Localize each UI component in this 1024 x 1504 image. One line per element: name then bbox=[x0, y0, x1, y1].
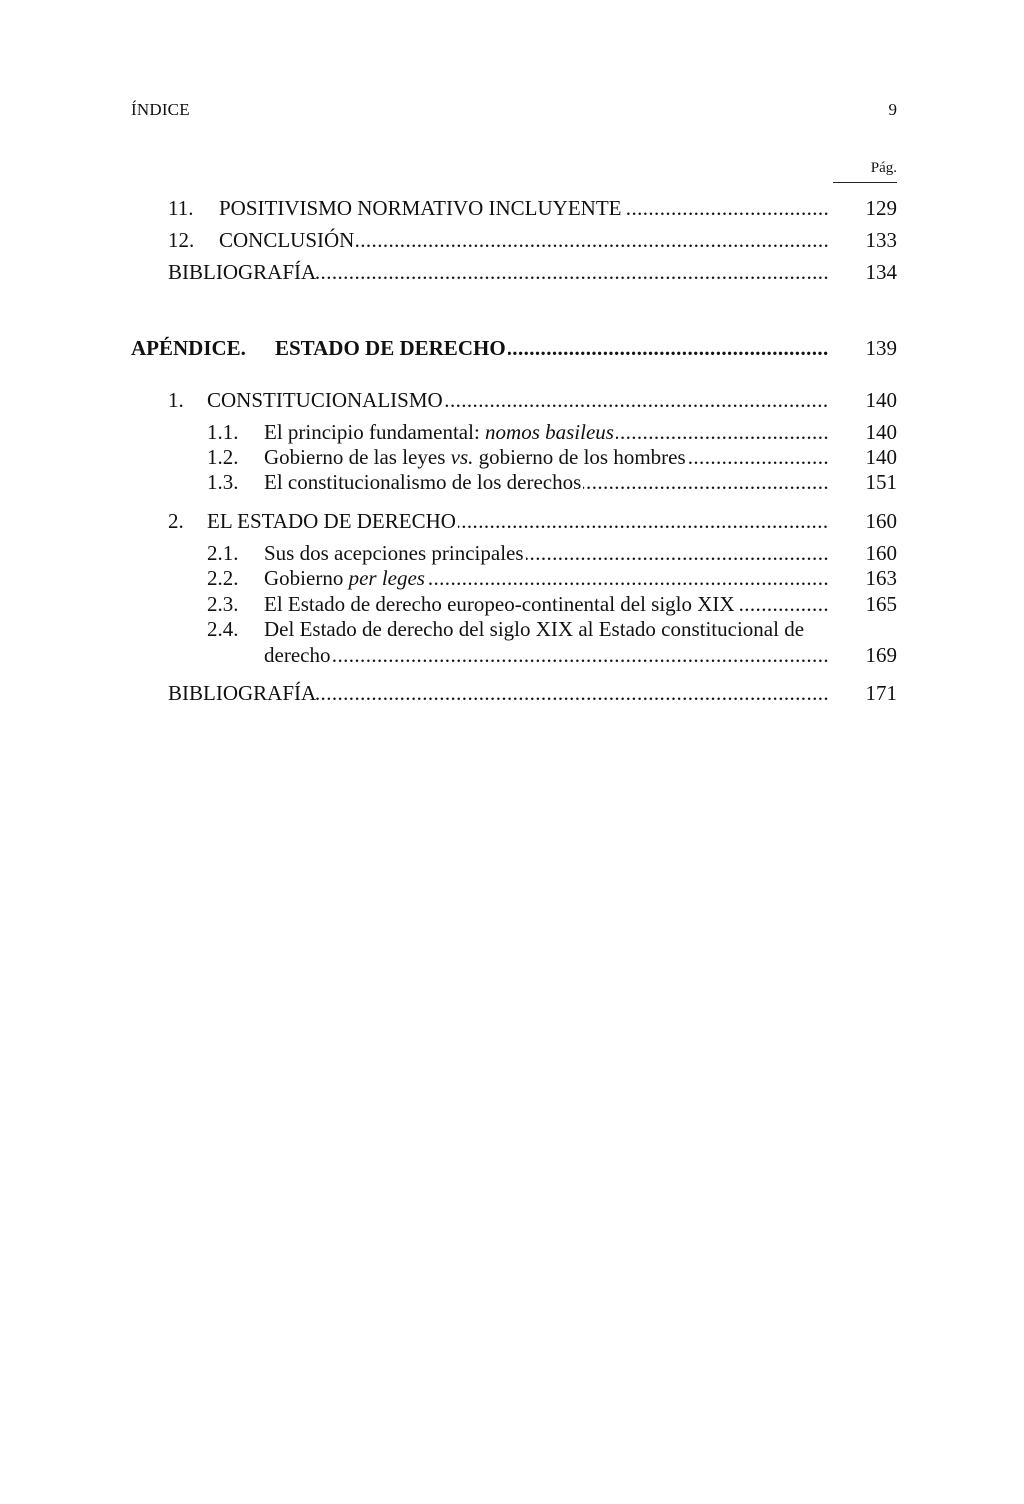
toc-page: 160 bbox=[865, 509, 897, 533]
toc-entry bbox=[207, 540, 897, 566]
toc-number: APÉNDICE. bbox=[131, 336, 246, 360]
toc-entry bbox=[207, 444, 897, 470]
toc-title: CONSTITUCIONALISMO bbox=[207, 388, 443, 412]
toc-title: CONCLUSIÓN bbox=[219, 228, 355, 252]
toc-title: El constitucionalismo de los derechos bbox=[264, 470, 582, 494]
toc-number: 2. bbox=[168, 509, 184, 533]
toc-page: 171 bbox=[865, 681, 897, 705]
page-number: 9 bbox=[888, 100, 897, 119]
toc-number: 2.3. bbox=[207, 592, 239, 616]
toc-page: 129 bbox=[865, 196, 897, 220]
toc-number: 12. bbox=[168, 228, 195, 252]
toc-entry bbox=[207, 565, 897, 591]
toc-page: 151 bbox=[865, 470, 897, 494]
toc-title: El principio fundamental: nomos basileus bbox=[264, 420, 614, 444]
toc-title: Sus dos acepciones principales bbox=[264, 541, 524, 565]
running-head bbox=[131, 99, 897, 121]
page-column-label: Pág. bbox=[870, 160, 897, 176]
toc-title: EL ESTADO DE DERECHO bbox=[207, 509, 456, 533]
toc-number: 2.1. bbox=[207, 541, 239, 565]
toc-entry bbox=[168, 195, 897, 221]
toc-title: BIBLIOGRAFÍA bbox=[168, 260, 317, 284]
toc-entry bbox=[168, 508, 897, 534]
toc-entry bbox=[207, 591, 897, 617]
toc-page: 134 bbox=[865, 260, 897, 284]
toc-title: Gobierno de las leyes vs. gobierno de los hombres bbox=[264, 445, 686, 469]
toc-page: 165 bbox=[865, 592, 897, 616]
toc-number: 1.3. bbox=[207, 470, 239, 494]
toc-number: 2.4. bbox=[207, 617, 239, 641]
column-rule bbox=[833, 182, 897, 183]
toc-entry bbox=[168, 680, 897, 706]
toc-page: 169 bbox=[865, 643, 897, 667]
toc-entry bbox=[264, 642, 897, 668]
toc-title: El Estado de derecho europeo-continental del siglo XIX bbox=[264, 592, 735, 616]
toc-title: ESTADO DE DERECHO bbox=[275, 336, 506, 360]
toc-number: 2.2. bbox=[207, 566, 239, 590]
toc-page: 160 bbox=[865, 541, 897, 565]
toc-page: 140 bbox=[865, 420, 897, 444]
toc-number: 1.2. bbox=[207, 445, 239, 469]
toc-entry bbox=[207, 469, 897, 495]
toc-title: Gobierno per leges bbox=[264, 566, 425, 590]
toc-page: 163 bbox=[865, 566, 897, 590]
toc-entry bbox=[168, 259, 897, 285]
toc-entry bbox=[168, 387, 897, 413]
toc-title: Del Estado de derecho del siglo XIX al Estado constitucional de bbox=[264, 617, 805, 641]
toc-entry-appendix bbox=[131, 335, 897, 361]
toc-title: POSITIVISMO NORMATIVO INCLUYENTE bbox=[219, 196, 622, 220]
toc-page: 140 bbox=[865, 388, 897, 412]
toc-page: 133 bbox=[865, 228, 897, 252]
toc-entry bbox=[207, 419, 897, 445]
toc-page: 139 bbox=[865, 336, 897, 360]
toc-entry bbox=[168, 227, 897, 253]
toc-title-continued: derecho bbox=[264, 643, 331, 667]
toc-number: 1.1. bbox=[207, 420, 239, 444]
section-title: ÍNDICE bbox=[131, 100, 190, 119]
toc-page: 140 bbox=[865, 445, 897, 469]
toc-number: 11. bbox=[168, 196, 194, 220]
toc-number: 1. bbox=[168, 388, 184, 412]
toc-title: BIBLIOGRAFÍA bbox=[168, 681, 317, 705]
